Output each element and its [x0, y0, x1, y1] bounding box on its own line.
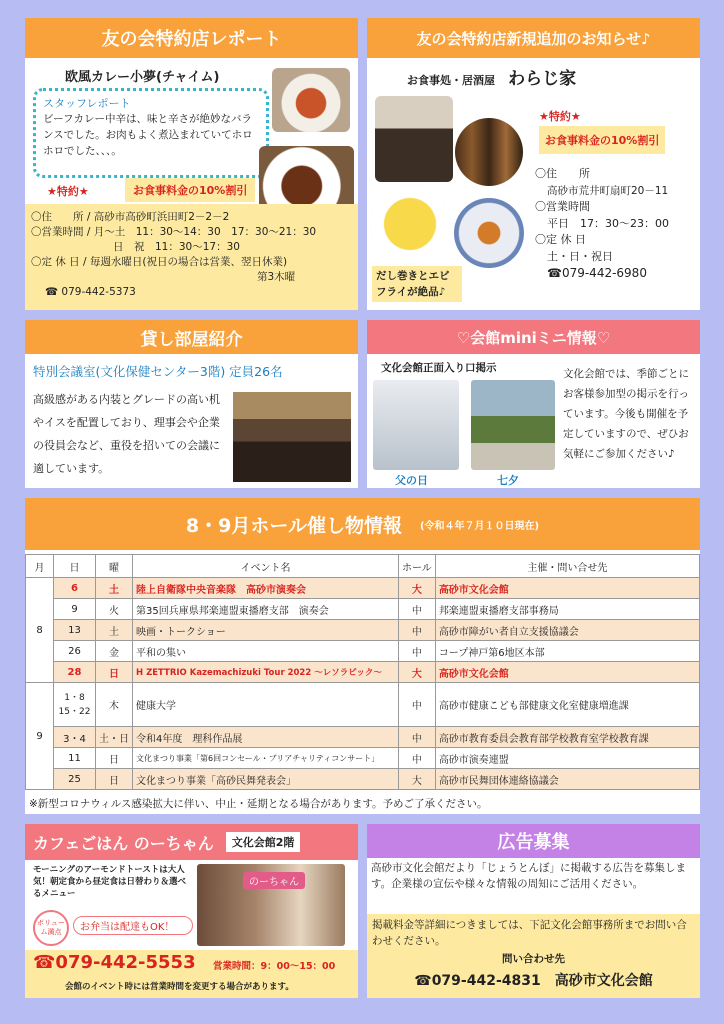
organizer-cell: 高砂市演奏連盟	[435, 748, 699, 769]
newshop-panel	[367, 18, 700, 310]
room-photo	[233, 392, 351, 482]
room-panel	[25, 320, 358, 488]
cafe-photo	[197, 864, 345, 946]
newshop-hours-label: 〇営業時間	[535, 200, 590, 213]
event-cell: 文化まつり事業「第6回コンセール・ブリアチャリティコンサート」	[133, 748, 399, 769]
event-cell: 令和4年度 理科作品展	[133, 727, 399, 748]
table-row	[26, 748, 700, 769]
cafe-floor: 文化会館2階	[226, 832, 301, 852]
hall-cell: 大	[399, 578, 436, 599]
events-title-bar	[25, 498, 700, 550]
event-cell: 健康大学	[133, 683, 399, 727]
events-header-row	[26, 555, 700, 578]
sake-bottles-photo	[455, 118, 523, 186]
weekday-cell: 土・日	[96, 727, 133, 748]
staff-report-box	[33, 88, 269, 178]
weekday-cell: 土	[96, 620, 133, 641]
newshop-hours: 平日 17：30～23：00	[547, 216, 669, 230]
table-row	[26, 578, 700, 599]
organizer-cell: 邦楽連盟東播磨支部事務局	[435, 599, 699, 620]
newshop-tel: ☎079-442-6980	[547, 266, 647, 280]
report-closed-2: 第3木曜	[257, 271, 296, 283]
hall-cell: 大	[399, 769, 436, 790]
weekday-cell: 日	[96, 662, 133, 683]
report-title: 友の会特約店レポート	[25, 18, 358, 58]
day-cell: 9	[54, 599, 96, 620]
ad-text-1: 高砂市文化会館だより「じょうとんぼ」に掲載する広告を募集します。企業様の宣伝や様々な情報の周知にご活用ください。	[371, 862, 686, 890]
mini-panel	[367, 320, 700, 488]
report-panel	[25, 18, 358, 310]
newshop-category: お食事処・居酒屋	[407, 74, 495, 87]
event-cell: 平和の集い	[133, 641, 399, 662]
ad-panel	[367, 824, 700, 998]
newshop-heading	[407, 64, 576, 89]
cafe-bento: お弁当は配達もOK！	[73, 916, 193, 935]
cafe-panel	[25, 824, 358, 998]
hall-cell: 中	[399, 641, 436, 662]
cafe-tel-box	[25, 950, 358, 998]
fathers-day-photo	[373, 380, 459, 470]
mini-label-2: 七夕	[497, 474, 519, 487]
report-discount: お食事料金の10%割引	[125, 178, 255, 202]
event-cell: 文化まつり事業「高砂民舞発表会」	[133, 769, 399, 790]
table-row	[26, 683, 700, 727]
col-day: 日	[54, 555, 96, 578]
cafe-hours: 営業時間：9：00～15：00	[213, 961, 336, 972]
report-hours-2: 日 祝 11：30～17：30	[113, 241, 240, 253]
staff-report-text: ビーフカレー中辛は、味と辛さが絶妙なバランスでした。お肉もよく煮込まれていてホロホロでした、、、。	[43, 113, 253, 157]
newshop-discount: お食事料金の10%割引	[539, 126, 665, 154]
report-shop-name: 欧風カレー小夢(チャイム)	[65, 70, 220, 85]
cafe-title-bar	[25, 824, 358, 860]
weekday-cell: 火	[96, 599, 133, 620]
mini-photo-caption: 文化会館正面入り口掲示	[381, 362, 497, 374]
day-cell: 6	[54, 578, 96, 599]
organizer-cell: 高砂市教育委員会教育部学校教育室学校教育課	[435, 727, 699, 748]
table-row	[26, 662, 700, 683]
room-subtitle: 特別会議室(文化保健センター3階) 定員26名	[33, 364, 283, 379]
ad-text-2: 掲載料金等詳細につきましては、下記文化会館事務所までお問い合わせください。	[372, 919, 687, 947]
events-note: ※新型コロナウィルス感染拡大に伴い、中止・延期となる場合があります。予めご了承ください。	[29, 798, 488, 810]
newshop-name: わらじ家	[508, 69, 577, 89]
report-closed-1: 〇定 休 日 / 毎週水曜日(祝日の場合は営業、翌日休業)	[31, 256, 288, 268]
report-hours-1: 〇営業時間 / 月～土 11：30～14：30 17：30～21：30	[31, 226, 317, 238]
newshop-tokuyaku: ★特約★	[539, 110, 581, 123]
ad-contact-box	[367, 914, 700, 998]
table-row	[26, 769, 700, 790]
day-cell: 3・4	[54, 727, 96, 748]
organizer-cell: コープ神戸第6地区本部	[435, 641, 699, 662]
organizer-cell: 高砂市文化会館	[435, 662, 699, 683]
cafe-tel: ☎079-442-5553	[33, 952, 196, 973]
events-date-note: (令和４年７月１０日現在)	[419, 520, 540, 532]
report-tel: ☎ 079-442-5373	[45, 286, 136, 298]
table-row	[26, 620, 700, 641]
day-cell: 1・8 15・22	[54, 683, 96, 727]
cafe-title: カフェごはん のーちゃん	[33, 833, 214, 853]
event-cell: 陸上自衛隊中央音楽隊 高砂市演奏会	[133, 578, 399, 599]
col-month: 月	[26, 555, 54, 578]
cafe-sign: のーちゃん	[243, 872, 305, 889]
weekday-cell: 日	[96, 769, 133, 790]
curry-photo-1	[272, 68, 350, 132]
newshop-closed: 土・日・祝日	[547, 249, 613, 263]
hall-cell: 中	[399, 620, 436, 641]
organizer-cell: 高砂市健康こども部健康文化室健康増進課	[435, 683, 699, 727]
cafe-text: モーニングのアーモンドトーストは大人気！朝定食から昼定食は日替わり＆選べるメニュー	[33, 865, 187, 899]
mini-label-1: 父の日	[395, 474, 428, 487]
ebi-fry-photo	[454, 198, 524, 268]
newshop-closed-label: 〇定 休 日	[535, 233, 586, 246]
hall-cell: 中	[399, 727, 436, 748]
month-cell: 9	[26, 683, 54, 790]
table-row	[26, 727, 700, 748]
tanabata-photo	[471, 380, 555, 470]
hall-cell: 大	[399, 662, 436, 683]
dashimaki-photo	[370, 184, 450, 264]
day-cell: 11	[54, 748, 96, 769]
ad-tel: ☎079-442-4831 高砂市文化会館	[414, 973, 653, 989]
newshop-addr-label: 〇住 所	[535, 167, 590, 180]
weekday-cell: 日	[96, 748, 133, 769]
newshop-addr: 高砂市荒井町扇町20－11	[547, 184, 669, 197]
newshop-info	[535, 166, 669, 282]
events-panel	[25, 498, 700, 814]
events-table	[25, 554, 700, 790]
weekday-cell: 土	[96, 578, 133, 599]
day-cell: 26	[54, 641, 96, 662]
table-row	[26, 599, 700, 620]
event-cell: 第35回兵庫県邦楽連盟東播磨支部 演奏会	[133, 599, 399, 620]
weekday-cell: 木	[96, 683, 133, 727]
hall-cell: 中	[399, 748, 436, 769]
organizer-cell: 高砂市民舞団体連絡協議会	[435, 769, 699, 790]
event-cell: H ZETTRIO Kazemachizuki Tour 2022 ～レソラピック～	[133, 662, 399, 683]
col-organizer: 主催・問い合せ先	[435, 555, 699, 578]
day-cell: 25	[54, 769, 96, 790]
room-title: 貸し部屋紹介	[25, 320, 358, 354]
report-address: 〇住 所 / 高砂市高砂町浜田町2－2－2	[31, 211, 230, 223]
shop-front-photo	[375, 96, 453, 182]
table-row	[26, 641, 700, 662]
day-cell: 13	[54, 620, 96, 641]
event-cell: 映画・トークショー	[133, 620, 399, 641]
day-cell: 28	[54, 662, 96, 683]
month-cell: 8	[26, 578, 54, 683]
mini-title: ♡会館miniミニ情報♡	[367, 320, 700, 354]
weekday-cell: 金	[96, 641, 133, 662]
newshop-caption: だし巻きとエビフライが絶品♪	[372, 266, 462, 302]
cafe-note: 会館のイベント時には営業時間を変更する場合があります。	[65, 982, 294, 992]
mini-text: 文化会館では、季節ごとにお客様参加型の掲示を行っています。今後も開催を予定していますので、ぜひお気軽にご参加ください♪	[563, 368, 689, 460]
organizer-cell: 高砂市障がい者自立支援協議会	[435, 620, 699, 641]
col-weekday: 曜	[96, 555, 133, 578]
ad-contact-label: 問い合わせ先	[502, 953, 565, 965]
col-event: イベント名	[133, 555, 399, 578]
report-info	[25, 204, 358, 310]
col-hall: ホール	[399, 555, 436, 578]
staff-report-label: スタッフレポート	[43, 97, 131, 110]
hall-cell: 中	[399, 683, 436, 727]
newshop-title: 友の会特約店新規追加のお知らせ♪	[367, 18, 700, 58]
cafe-badge: ボリューム満点	[33, 910, 69, 946]
ad-title: 広告募集	[367, 824, 700, 858]
events-title: 8・9月ホール催し物情報	[185, 514, 402, 537]
hall-cell: 中	[399, 599, 436, 620]
events-table-wrap	[25, 554, 700, 790]
room-text: 高級感がある内装とグレードの高い机やイスを配置しており、理事会や企業の役員会など、重役を招いての会議に適しています。	[33, 393, 220, 475]
organizer-cell: 高砂市文化会館	[435, 578, 699, 599]
report-tokuyaku: ★特約★	[47, 185, 89, 198]
